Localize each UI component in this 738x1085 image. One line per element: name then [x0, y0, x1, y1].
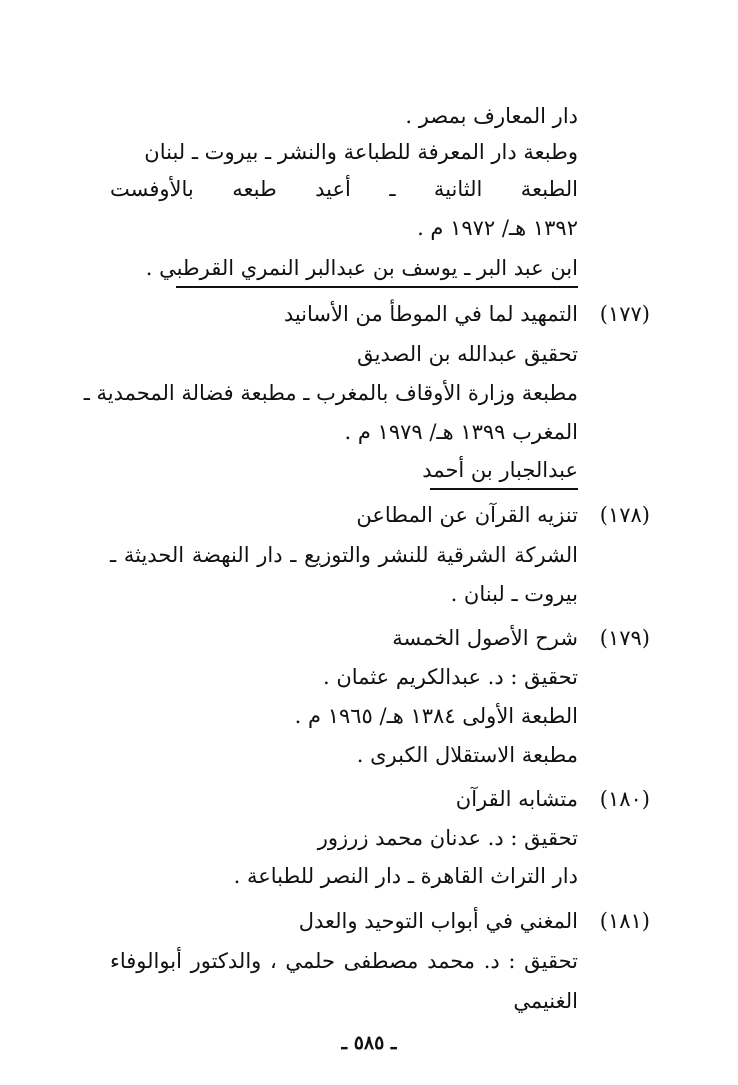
text: دار المعارف بمصر .	[405, 104, 578, 128]
text-line	[0, 414, 738, 450]
text-line	[0, 659, 738, 695]
entry-number: (١٧٧)	[599, 302, 650, 326]
text-line	[0, 943, 738, 979]
text-line	[0, 336, 738, 372]
text: مطبعة وزارة الأوقاف بالمغرب ـ مطبعة فضالة المحمدية ـ	[83, 381, 578, 405]
text: تحقيق : د. عدنان محمد زرزور	[317, 826, 578, 850]
entry-title-line	[0, 620, 738, 656]
text: الشركة الشرقية للنشر والتوزيع ـ دار النهضة الحديثة ـ	[110, 543, 578, 567]
entry-number: (١٨١)	[599, 909, 650, 933]
entry-number: (١٧٩)	[599, 626, 650, 650]
text-line	[0, 576, 738, 612]
text: وطبعة دار المعرفة للطباعة والنشر ـ بيروت ـ لبنان	[144, 140, 578, 164]
author-heading	[0, 452, 738, 488]
text: الطبعة الأولى ١٣٨٤ هـ/ ١٩٦٥ م .	[294, 704, 578, 728]
author-underline	[430, 488, 578, 490]
text-line	[0, 737, 738, 773]
text: ١٣٩٢ هـ/ ١٩٧٢ م .	[417, 216, 578, 240]
entry-title: تنزيه القرآن عن المطاعن	[356, 503, 578, 527]
author-heading	[0, 250, 738, 286]
entry-title-line	[0, 781, 738, 817]
text: دار التراث القاهرة ـ دار النصر للطباعة .	[233, 864, 578, 888]
entry-number: (١٨٠)	[599, 787, 650, 811]
entry-title: المغني في أبواب التوحيد والعدل	[298, 909, 578, 933]
text-line	[0, 375, 738, 411]
text-line	[0, 537, 738, 573]
entry-number: (١٧٨)	[599, 503, 650, 527]
text: المغرب ١٣٩٩ هـ/ ١٩٧٩ م .	[344, 420, 578, 444]
text-line	[0, 858, 738, 894]
text: تحقيق : د. عبدالكريم عثمان .	[323, 665, 578, 689]
entry-title: متشابه القرآن	[455, 787, 578, 811]
text: الطبعة الثانية ـ أعيد طبعه بالأوفست	[110, 177, 578, 201]
entry-title-line	[0, 296, 738, 332]
text-line	[0, 134, 738, 170]
entry-title: شرح الأصول الخمسة	[392, 626, 578, 650]
text: مطبعة الاستقلال الكبرى .	[356, 743, 578, 767]
text-line	[0, 98, 738, 134]
text-line	[0, 820, 738, 856]
text: تحقيق عبدالله بن الصديق	[357, 342, 578, 366]
text: تحقيق : د. محمد مصطفى حلمي ، والدكتور أبوالوفاء	[110, 949, 578, 973]
text-line	[0, 698, 738, 734]
text: عبدالجبار بن أحمد	[422, 458, 578, 482]
entry-title-line	[0, 497, 738, 533]
author-underline	[176, 286, 578, 288]
entry-title-line	[0, 903, 738, 939]
text: بيروت ـ لبنان .	[450, 582, 578, 606]
page-number: ـ ٥٨٥ ـ	[341, 1032, 397, 1054]
text-line	[0, 171, 738, 207]
text-line	[0, 210, 738, 246]
text-line	[0, 983, 738, 1019]
text: ابن عبد البر ـ يوسف بن عبدالبر النمري القرطبي .	[145, 256, 578, 280]
entry-title: التمهيد لما في الموطأ من الأسانيد	[283, 302, 578, 326]
text: الغنيمي	[513, 989, 578, 1013]
